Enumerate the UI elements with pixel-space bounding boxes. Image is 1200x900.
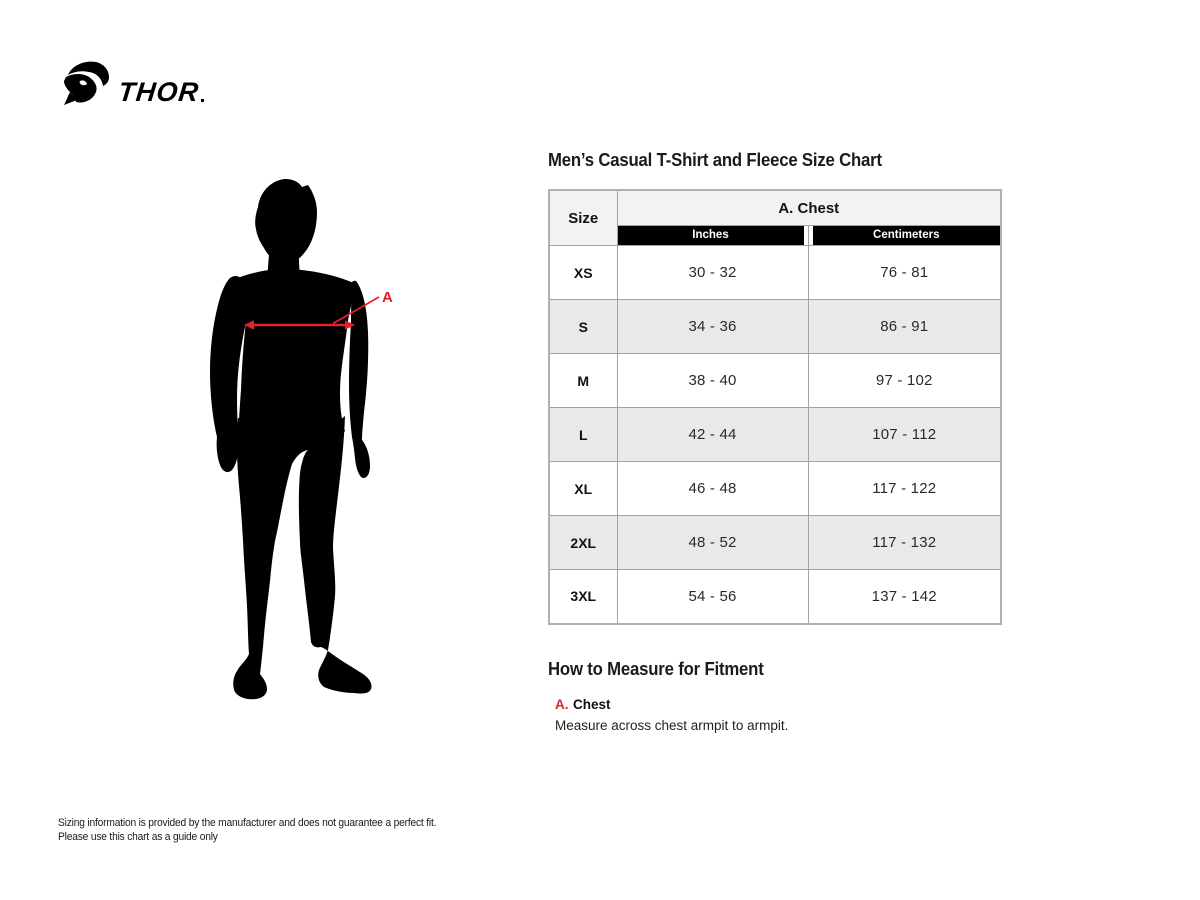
measurement-label-a: A <box>382 289 393 306</box>
measure-item-description: Measure across chest armpit to armpit. <box>555 718 789 733</box>
how-to-measure-title: How to Measure for Fitment <box>548 659 764 679</box>
disclaimer-line-1: Sizing information is provided by the manufacturer and does not guarantee a perfect fit. <box>58 817 437 829</box>
size-label: 2XL <box>549 516 617 570</box>
logo-trademark-dot <box>201 99 204 102</box>
inches-value: 38 - 40 <box>617 354 808 408</box>
size-label: 3XL <box>549 570 617 624</box>
man-silhouette <box>210 179 372 699</box>
inches-value: 48 - 52 <box>617 516 808 570</box>
measure-item-name: Chest <box>572 697 611 712</box>
size-label: S <box>549 300 617 354</box>
inches-value: 54 - 56 <box>617 570 808 624</box>
column-header-inches: Inches <box>618 226 804 245</box>
inches-value: 30 - 32 <box>617 246 808 300</box>
column-header-size: Size <box>549 190 617 246</box>
disclaimer-line-2: Please use this chart as a guide only <box>58 831 218 843</box>
centimeters-value: 117 - 132 <box>808 516 1001 570</box>
size-label: L <box>549 408 617 462</box>
table-row-3xl <box>549 570 1001 624</box>
fit-figure <box>180 150 460 730</box>
thor-logo-text: THOR <box>117 76 201 107</box>
sizing-disclaimer <box>58 816 465 844</box>
table-row-2xl <box>549 516 1001 570</box>
size-label: XL <box>549 462 617 516</box>
inches-value: 46 - 48 <box>617 462 808 516</box>
size-chart-title: Men’s Casual T-Shirt and Fleece Size Chart <box>548 150 882 170</box>
column-header-centimeters: Centimeters <box>813 226 1001 245</box>
measure-item-chest <box>555 696 788 733</box>
centimeters-value: 137 - 142 <box>808 570 1001 624</box>
table-row-m <box>549 354 1001 408</box>
thor-logo <box>56 60 206 110</box>
centimeters-value: 107 - 112 <box>808 408 1001 462</box>
how-to-measure-section <box>548 659 788 733</box>
column-header-chest: A. Chest <box>617 190 1001 226</box>
centimeters-value: 117 - 122 <box>808 462 1001 516</box>
size-table <box>548 189 1002 625</box>
inches-value: 34 - 36 <box>617 300 808 354</box>
size-label: XS <box>549 246 617 300</box>
centimeters-value: 86 - 91 <box>808 300 1001 354</box>
table-row-xs <box>549 246 1001 300</box>
table-row-s <box>549 300 1001 354</box>
centimeters-value: 76 - 81 <box>808 246 1001 300</box>
inches-value: 42 - 44 <box>617 408 808 462</box>
table-row-l <box>549 408 1001 462</box>
table-row-xl <box>549 462 1001 516</box>
size-label: M <box>549 354 617 408</box>
centimeters-value: 97 - 102 <box>808 354 1001 408</box>
thor-goat-icon <box>64 62 109 105</box>
measure-item-key: A. <box>555 697 569 712</box>
